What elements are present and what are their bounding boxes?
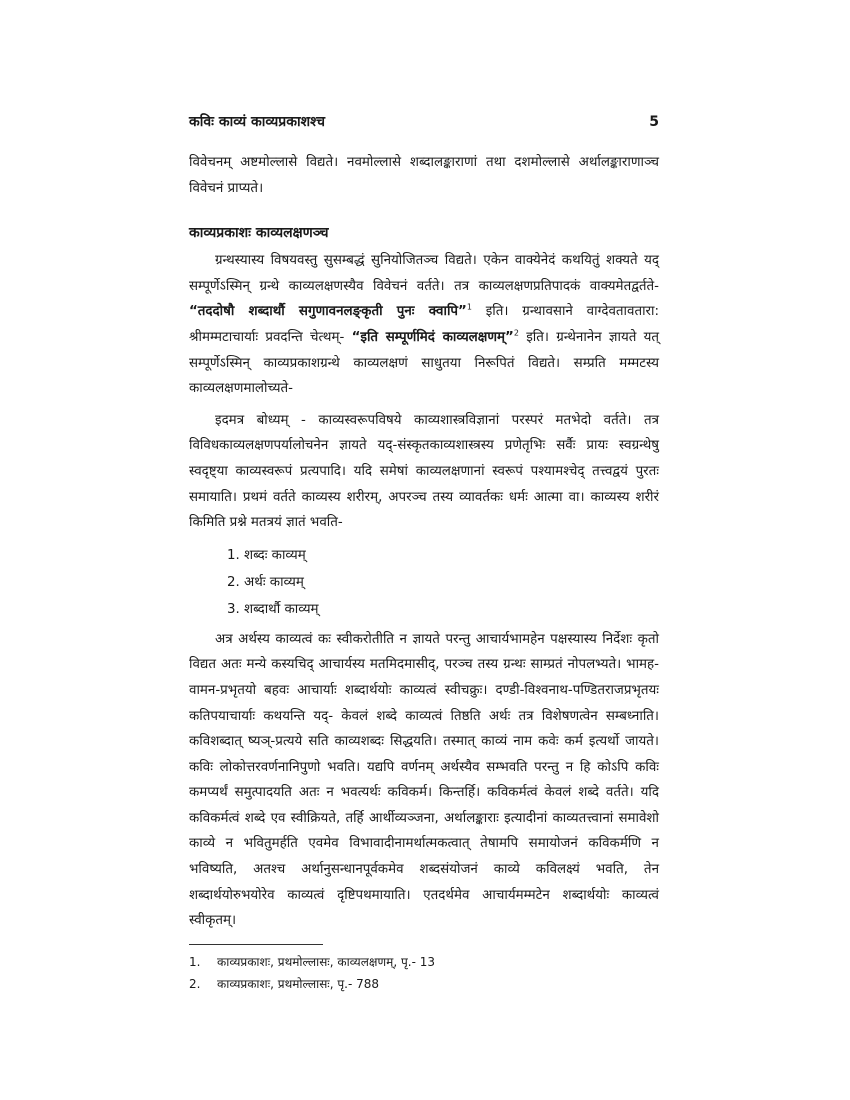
list-item: 3. शब्दार्थौ काव्यम् — [227, 601, 319, 617]
header-title: कविः काव्यं काव्यप्रकाशश्च — [189, 114, 326, 130]
footnote — [189, 951, 659, 973]
footnote-text: काव्यप्रकाशः, प्रथमोल्लासः, काव्यलक्षणम्, पृ.- 13 — [217, 954, 436, 969]
footnote-text: काव्यप्रकाशः, प्रथमोल्लासः, पृ.- 788 — [217, 976, 380, 991]
paragraph-definition — [189, 248, 659, 402]
footnote-ref: 2 — [513, 328, 519, 338]
footnote-number: 1. — [189, 954, 201, 969]
quoted-conclusion: “इति सम्पूर्णमिदं काव्यलक्षणम्” — [351, 329, 514, 345]
paragraph-text: ग्रन्थस्यास्य विषयवस्तु सुसम्बद्धं सुनियोजितञ्च विद्यते। एकेन वाक्येनेदं कथयितुं शक्यते यद् सम्पूर्णेऽस्मिन् ग्रन्थे काव्यलक्षणस्यैव विवेचनं वर्तते। तत्र काव्यलक्षणप्रतिपादकं वाक्यमेतद्वर्तते- — [189, 253, 659, 294]
footnote-number: 2. — [189, 976, 201, 991]
views-list — [189, 542, 659, 623]
quoted-definition: “तददोषौ शब्दार्थौ सगुणावनलङ्कृती पुनः क्वापि” — [189, 304, 467, 320]
list-item: 1. शब्दः काव्यम् — [227, 547, 306, 563]
paragraph-text: इति। ग्रन्थेनानेन ज्ञायते यत् सम्पूर्णेऽस्मिन् काव्यप्रकाशग्रन्थे काव्यलक्षणं साधुतया निरूपितं विद्यते। सम्प्रति मम्मटस्य काव्यलक्षणमालोच्यते- — [189, 329, 660, 397]
footnote-divider — [189, 944, 323, 945]
paragraph-note: इदमत्र बोध्यम् - काव्यस्वरूपविषये काव्यशास्त्रविज्ञानां परस्परं मतभेदो वर्तते। तत्र विविधकाव्यलक्षणपर्यालोचनेन ज्ञायते यद्-संस्कृतकाव्यशास्त्रस्य प्रणेतृभिः सर्वैः प्रायः स्वग्रन्थेषु स्वदृष्ट्या काव्यस्वरूपं प्रत्यपादि। यदि समेषां काव्यलक्षणानां स्वरूपं पश्यामश्चेद् तत्त्वद्वयं पुरतः समायाति। प्रथमं वर्तते काव्यस्य शरीरम्, अपरञ्च तस्य व्यावर्तकः धर्मः आत्मा वा। काव्यस्य शरीरं किमिति प्रश्ने मतत्रयं ज्ञातं भवति- — [189, 412, 659, 531]
footnote — [189, 973, 659, 995]
page-number: 5 — [649, 114, 659, 130]
page-body — [189, 112, 659, 995]
footnotes — [189, 951, 659, 995]
section-heading: काव्यप्रकाशः काव्यलक्षणञ्च — [189, 225, 329, 242]
footnote-ref: 1 — [466, 302, 472, 312]
intro-paragraph: विवेचनम् अष्टमोल्लासे विद्यते। नवमोल्लासे शब्दालङ्काराणां तथा दशमोल्लासे अर्थालङ्काराणाञ्च विवेचनं प्राप्यते। — [189, 155, 659, 196]
paragraph-discussion: अत्र अर्थस्य काव्यत्वं कः स्वीकरोतीति न ज्ञायते परन्तु आचार्यभामहेन पक्षस्यास्य निर्देशः कृतो विद्यत अतः मन्ये कस्यचिद् आचार्यस्य मतमिदमासीद्, परञ्च तस्य ग्रन्थः साम्प्रतं नोपलभ्यते। भामह-वामन-प्रभृतयो बहवः आचार्याः शब्दार्थयोः काव्यत्वं स्वीचक्रुः। दण्डी-विश्वनाथ-पण्डितराजप्रभृतयः कतिपयाचार्याः कथयन्ति यद्- केवलं शब्दे काव्यत्वं तिष्ठति अर्थः तत्र विशेषणत्वेन सम्बध्नाति। कविशब्दात् ष्यञ्-प्रत्यये सति काव्यशब्दः सिद्धयति। तस्मात् काव्यं नाम कवेः कर्म इत्यर्थो जायते। कविः लोकोत्तरवर्णनानिपुणो भवति। यद्यपि वर्णनम् अर्थस्यैव सम्भवति परन्तु न हि कोऽपि कविः कमप्यर्थं समुत्पादयति अतः न भवत्यर्थः कविकर्म। किन्तर्हि। कविकर्मत्वं केवलं शब्दे वर्तते। यदि कविकर्मत्वं शब्दे एव स्वीक्रियते, तर्हि आर्थीव्यञ्जना, अर्थालङ्काराः इत्यादीनां काव्यतत्त्वानां समावेशो काव्ये न भवितुमर्हति एवमेव विभावादीनामर्थात्मकत्वात् तेषामपि समायोजनं कविकर्मणि न भविष्यति, अतश्च अर्थानुसन्धानपूर्वकमेव शब्दसंयोजनं काव्ये कविलक्ष्यं भवति, तेन शब्दार्थयोरुभयोरेव काव्यत्वं दृष्टिपथमायाति। एतदर्थमेव आचार्यमम्मटेन शब्दार्थयोः काव्यत्वं स्वीकृतम्। — [189, 631, 659, 929]
paragraph-text: इति। ग्रन्थावसाने वाग्देवतावतारा: श्रीमम्मटाचार्याः प्रवदन्ति चेत्थम्- — [189, 304, 659, 345]
running-header — [189, 112, 659, 136]
list-item: 2. अर्थः काव्यम् — [227, 574, 304, 590]
